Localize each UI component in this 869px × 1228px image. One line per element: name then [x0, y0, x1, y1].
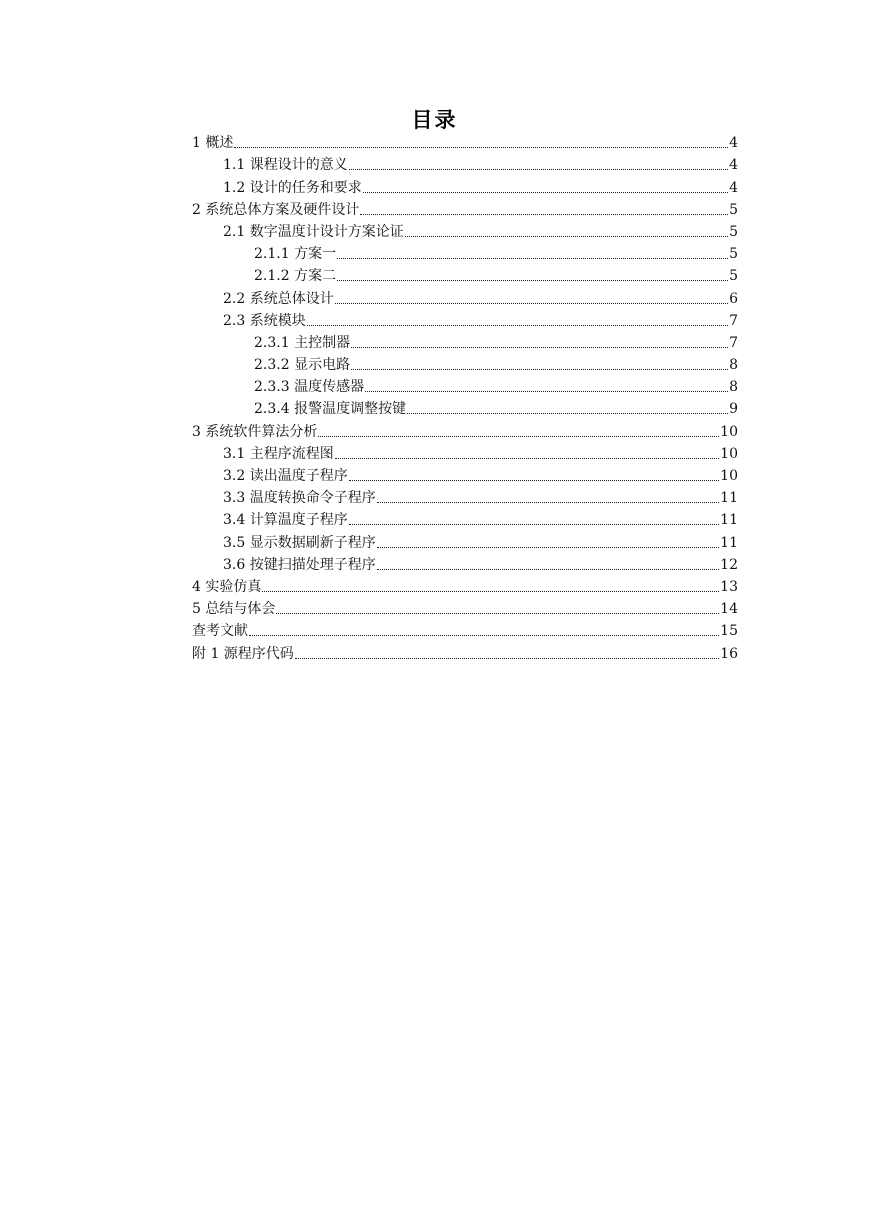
toc-dot-leader — [351, 369, 728, 370]
toc-entry-label: 1.1 课程设计的意义 — [223, 157, 348, 174]
toc-entry[interactable] — [192, 509, 738, 531]
toc-dot-leader — [360, 214, 728, 215]
toc-entry-label: 3.3 温度转换命令子程序 — [223, 490, 376, 507]
toc-entry-page-number: 7 — [729, 312, 738, 329]
toc-entry-label: 1 概述 — [192, 135, 234, 152]
toc-entry-label: 2.3.3 温度传感器 — [254, 379, 365, 396]
toc-dot-leader — [349, 169, 728, 170]
toc-title: 目录 — [411, 108, 458, 132]
toc-entry-label: 3 系统软件算法分析 — [192, 423, 318, 440]
toc-entry[interactable] — [192, 332, 738, 354]
toc-entry-label: 查考文献 — [192, 623, 248, 640]
toc-dot-leader — [234, 147, 728, 148]
toc-entry-label: 4 实验仿真 — [192, 578, 262, 595]
toc-entry-page-number: 12 — [720, 556, 738, 573]
toc-entry-label: 2.3.2 显示电路 — [254, 357, 351, 374]
toc-entry-label: 5 总结与体会 — [192, 601, 276, 618]
toc-dot-leader — [363, 192, 728, 193]
toc-dot-leader — [295, 658, 719, 659]
toc-dot-leader — [407, 413, 728, 414]
toc-entry[interactable] — [192, 642, 738, 664]
toc-entry-page-number: 10 — [720, 445, 738, 462]
toc-entry-page-number: 5 — [729, 201, 738, 218]
toc-dot-leader — [307, 325, 728, 326]
toc-dot-leader — [335, 303, 728, 304]
toc-dot-leader — [349, 524, 719, 525]
toc-entry[interactable] — [192, 554, 738, 576]
toc-entry[interactable] — [192, 176, 738, 198]
toc-entry-page-number: 8 — [729, 357, 738, 374]
toc-dot-leader — [377, 569, 719, 570]
toc-dot-leader — [318, 436, 719, 437]
toc-entry[interactable] — [192, 310, 738, 332]
toc-dot-leader — [405, 236, 728, 237]
toc-entry[interactable] — [192, 465, 738, 487]
toc-entry[interactable] — [192, 376, 738, 398]
toc-entry-label: 2.3.4 报警温度调整按键 — [254, 401, 407, 418]
toc-entry-label: 3.5 显示数据刷新子程序 — [223, 534, 376, 551]
toc-entry[interactable] — [192, 265, 738, 287]
toc-entry-label: 2.1.2 方案二 — [254, 268, 337, 285]
toc-entry[interactable] — [192, 443, 738, 465]
toc-entry-page-number: 4 — [729, 179, 738, 196]
toc-entry-page-number: 11 — [720, 512, 738, 529]
toc-entry[interactable] — [192, 221, 738, 243]
toc-dot-leader — [377, 547, 719, 548]
toc-dot-leader — [351, 347, 728, 348]
toc-entry[interactable] — [192, 531, 738, 553]
toc-entry[interactable] — [192, 199, 738, 221]
toc-entry-label: 2 系统总体方案及硬件设计 — [192, 201, 360, 218]
toc-entry[interactable] — [192, 487, 738, 509]
toc-dot-leader — [262, 591, 719, 592]
toc-entry[interactable] — [192, 154, 738, 176]
toc-dot-leader — [276, 613, 719, 614]
toc-entry-page-number: 15 — [720, 623, 738, 640]
toc-entry[interactable] — [192, 132, 738, 154]
table-of-contents — [192, 132, 738, 665]
toc-entry-label: 3.6 按键扫描处理子程序 — [223, 556, 376, 573]
toc-entry-page-number: 9 — [729, 401, 738, 418]
toc-dot-leader — [337, 280, 728, 281]
toc-dot-leader — [335, 458, 719, 459]
toc-entry-page-number: 14 — [720, 601, 738, 618]
toc-dot-leader — [349, 480, 719, 481]
toc-entry-page-number: 13 — [720, 578, 738, 595]
toc-entry-label: 3.2 读出温度子程序 — [223, 468, 348, 484]
toc-entry-label: 3.1 主程序流程图 — [223, 445, 334, 462]
toc-entry-page-number: 5 — [729, 223, 738, 240]
toc-entry[interactable] — [192, 243, 738, 265]
toc-entry[interactable] — [192, 398, 738, 420]
toc-entry[interactable] — [192, 420, 738, 442]
toc-entry-label: 2.1.1 方案一 — [254, 246, 337, 263]
toc-entry-page-number: 11 — [720, 534, 738, 551]
toc-entry[interactable] — [192, 287, 738, 309]
toc-dot-leader — [377, 502, 719, 503]
toc-entry-label: 2.2 系统总体设计 — [223, 290, 334, 307]
toc-entry[interactable] — [192, 598, 738, 620]
toc-entry-page-number: 16 — [720, 645, 738, 662]
toc-entry-label: 1.2 设计的任务和要求 — [223, 179, 362, 196]
toc-entry-page-number: 11 — [720, 490, 738, 507]
toc-entry-label: 2.1 数字温度计设计方案论证 — [223, 223, 404, 240]
toc-dot-leader — [365, 391, 728, 392]
toc-entry-label: 3.4 计算温度子程序 — [223, 512, 348, 529]
toc-entry-page-number: 8 — [729, 379, 738, 396]
toc-entry-page-number: 10 — [720, 423, 738, 440]
toc-entry-page-number: 7 — [729, 334, 738, 351]
toc-entry[interactable] — [192, 354, 738, 376]
toc-entry-page-number: 5 — [729, 268, 738, 285]
toc-entry-page-number: 10 — [720, 468, 738, 484]
toc-entry-page-number: 5 — [729, 246, 738, 263]
toc-entry[interactable] — [192, 576, 738, 598]
toc-entry-page-number: 4 — [729, 157, 738, 174]
toc-entry-label: 2.3 系统模块 — [223, 312, 306, 329]
toc-entry-label: 附 1 源程序代码 — [192, 645, 294, 662]
toc-entry-page-number: 4 — [729, 135, 738, 152]
toc-dot-leader — [249, 635, 719, 636]
toc-dot-leader — [337, 258, 728, 259]
toc-entry-label: 2.3.1 主控制器 — [254, 334, 351, 351]
toc-entry[interactable] — [192, 620, 738, 642]
toc-entry-page-number: 6 — [729, 290, 738, 307]
